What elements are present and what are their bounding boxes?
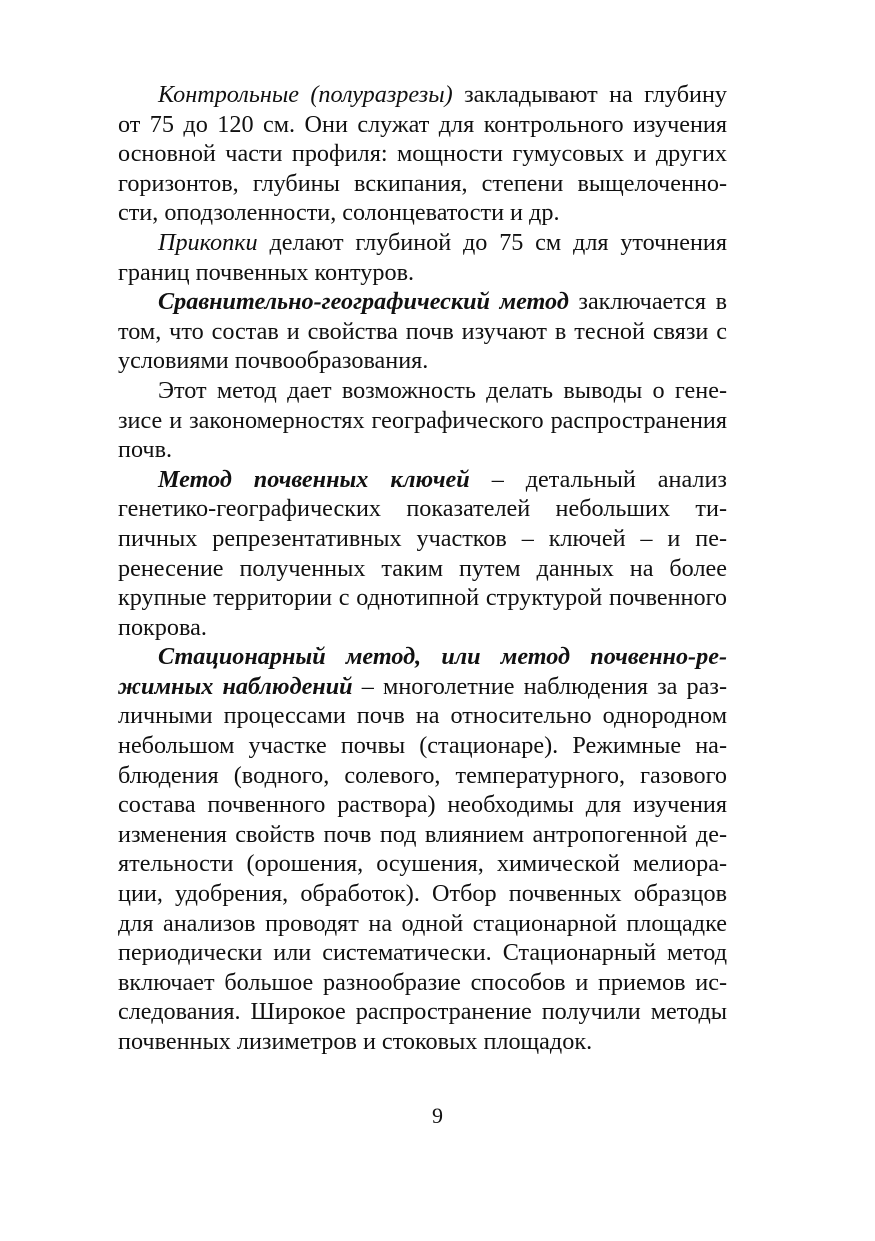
paragraph-soil-keys-method [118,465,727,643]
term-stationary-method: Стационарный метод, или метод почвенно-режимных наблюдений [118,643,727,700]
term-control-pits: Контрольные (полуразрезы) [158,81,453,108]
term-comparative-geographic-method: Сравнительно-географический метод [158,288,569,316]
paragraph-text: делают глубиной до 75 см для уточнения границ почвенных контуров. [118,228,727,286]
paragraph-text: закладывают на глубину от 75 до 120 см. Они служат для контрольного изучения основной части профиля: мощности гумусовых и других горизонтов, глубины вскипания, степени выщелоченности, оподзоленности, солонцеватости и др. [118,81,727,227]
paragraph-text: – детальный анализ генетико-географических показателей небольших типичных репрезентативных участков – ключей – и перенесение полученных таким путем данных на более крупные территории с однотипной структурой почвенного покрова. [118,465,727,641]
paragraph-text: – многолетние наблюдения за различными процессами почв на относительно однородном небольшом участке почвы (стационаре). Режимные наблюдения (водного, солевого, температурного, газового состава почвенного раствора) необходимы для изучения изменения свойств почв под влиянием антропогенной деятельности (орошения, осушения, химической мелиорации, удобрения, обработок). Отбор почвенных образцов для анализов проводят на одной стационарной площадке периодически или систематически. Стационарный метод включает большое разнообразие способов и приемов исследования. Широкое распространение получили методы почвенных лизиметров и стоковых площадок. [118,672,727,1055]
page-number: 9 [432,1103,443,1128]
page-body [118,80,727,1057]
paragraph-test-pits [118,228,727,287]
paragraph-method-conclusions [118,376,727,465]
paragraph-comparative-geographic-method [118,287,727,376]
paragraph-text: Этот метод дает возможность делать выводы о генезисе и закономерностях географического распространения почв. [118,376,727,464]
term-test-pits: Прикопки [158,228,258,256]
paragraph-text: заключается в том, что состав и свойства почв изучают в тесной связи с условиями почвообразования. [118,288,727,375]
term-soil-keys-method: Метод почвенных ключей [158,465,470,493]
paragraph-stationary-method [118,642,727,1056]
paragraph-control-pits [118,80,727,228]
